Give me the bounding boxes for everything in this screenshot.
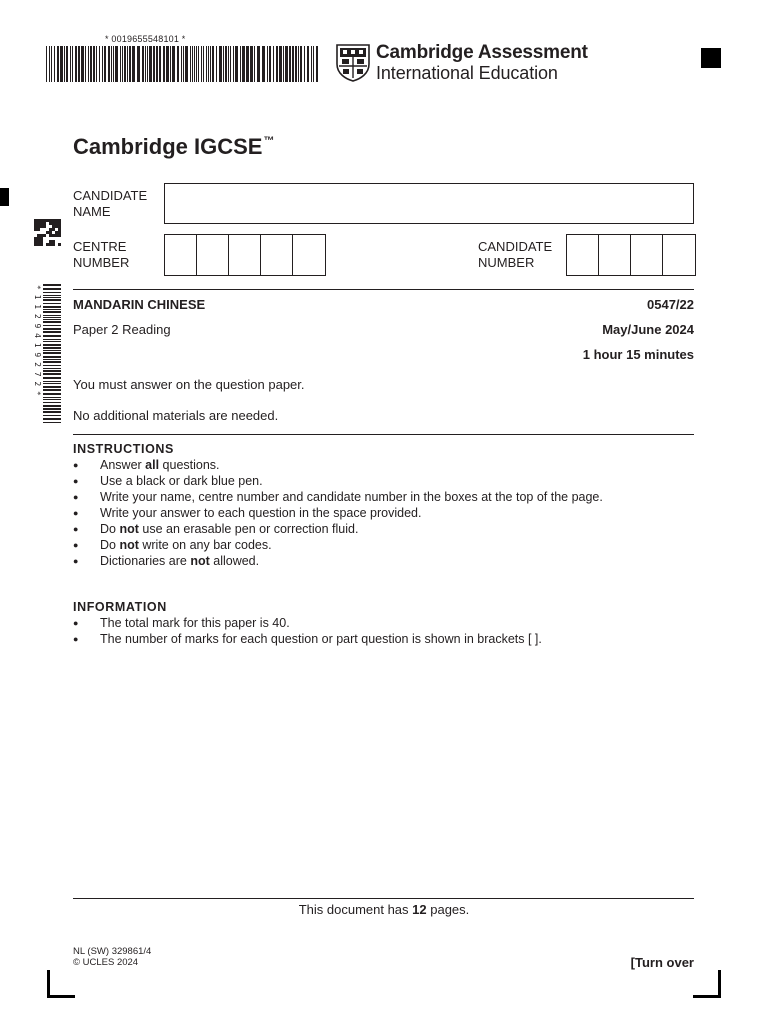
exam-session: May/June 2024 [602, 322, 694, 337]
barcode-bar [307, 46, 309, 82]
barcode-bar [43, 422, 61, 423]
barcode-bar [43, 309, 61, 310]
barcode-bar [43, 368, 61, 369]
page-count [0, 902, 768, 917]
barcode-bar [192, 46, 193, 82]
barcode-bar [292, 46, 294, 82]
barcode-bar [43, 321, 61, 323]
barcode-bar [242, 46, 245, 82]
list-item [73, 521, 603, 537]
list-item [73, 537, 603, 553]
barcode-bar [57, 46, 59, 82]
materials-note: No additional materials are needed. [73, 408, 279, 423]
barcode-bar [113, 46, 114, 82]
barcode-bar [43, 299, 61, 301]
barcode-bar [147, 46, 148, 82]
qr-module [37, 237, 40, 240]
centre-number-digit-box[interactable] [293, 235, 325, 275]
barcode-bar [43, 315, 61, 316]
barcode-bar [246, 46, 249, 82]
barcode-bar [163, 46, 165, 82]
page-title [73, 134, 274, 160]
barcode-bar [129, 46, 131, 82]
barcode-bar [43, 399, 61, 400]
centre-number-digit-box[interactable] [197, 235, 229, 275]
label-line: NUMBER [73, 255, 130, 270]
barcode-bar [46, 46, 47, 82]
barcode-bar [183, 46, 184, 82]
barcode-bar [43, 377, 61, 379]
barcode-bar [304, 46, 305, 82]
barcode-bar [145, 46, 146, 82]
qr-module [52, 240, 55, 243]
shield-icon [336, 44, 370, 82]
barcode-bar [43, 339, 61, 340]
qr-module [52, 219, 55, 222]
barcode-bar [43, 389, 61, 391]
qr-module [43, 225, 46, 228]
list-item-text: Dictionaries are [100, 554, 191, 568]
crop-mark-bottom-right [718, 970, 721, 998]
barcode-bar [43, 288, 61, 290]
qr-module [40, 243, 43, 246]
list-item-text: Write your answer to each question in the space provided. [100, 506, 422, 520]
instructions-heading: INSTRUCTIONS [73, 442, 174, 456]
barcode-bar [316, 46, 318, 82]
barcode-bar [43, 370, 61, 372]
qr-module [40, 222, 43, 225]
candidate-name-field[interactable] [164, 183, 694, 224]
list-item-text: questions. [159, 458, 220, 472]
subject-title: MANDARIN CHINESE [73, 297, 206, 312]
label-line: CANDIDATE [478, 239, 553, 254]
barcode-bar [43, 303, 61, 304]
barcode-bar [43, 397, 61, 398]
barcode-bar [88, 46, 89, 82]
barcode-bar [43, 344, 61, 346]
barcode-bar [115, 46, 118, 82]
qr-module [58, 234, 61, 237]
list-item-text: write on any bar codes. [138, 538, 272, 552]
barcode-bar [43, 292, 61, 293]
barcode-bar [43, 341, 61, 342]
barcode-bar [223, 46, 224, 82]
barcode-bar [124, 46, 126, 82]
barcode-bar [96, 46, 97, 82]
barcode-bar [81, 46, 84, 82]
exam-duration: 1 hour 15 minutes [582, 347, 694, 362]
list-item [73, 553, 603, 569]
qr-module [34, 219, 37, 222]
barcode-bar [122, 46, 123, 82]
trademark-symbol: ™ [263, 134, 275, 147]
barcode-bar [43, 361, 61, 363]
barcode-bar [43, 405, 61, 407]
barcode-bar [295, 46, 297, 82]
barcode-bar [285, 46, 288, 82]
list-item [73, 489, 603, 505]
qr-module [55, 225, 58, 228]
logo-line-2: International Education [376, 63, 558, 83]
list-item-text: Write your name, centre number and candidate number in the boxes at the top of the page. [100, 490, 603, 504]
barcode-bar [250, 46, 253, 82]
qr-module [58, 243, 61, 246]
qr-module [37, 219, 40, 222]
barcode-bar [269, 46, 271, 82]
centre-number-digit-box[interactable] [261, 235, 293, 275]
qr-module [34, 240, 37, 243]
barcode-bar [43, 335, 61, 337]
barcode-bar [166, 46, 169, 82]
barcode-bar [198, 46, 199, 82]
qr-module [55, 231, 58, 234]
candidate-number-field [566, 234, 696, 276]
list-item-text: The total mark for this paper is 40. [100, 616, 290, 630]
barcode-bar [43, 411, 61, 413]
barcode-bar [240, 46, 241, 82]
list-item-text: use an erasable pen or correction fluid. [138, 522, 359, 536]
barcode-bar [177, 46, 179, 82]
qr-module [40, 234, 43, 237]
logo-line-1: Cambridge Assessment [376, 42, 588, 63]
qr-code [34, 219, 61, 246]
divider [73, 289, 694, 290]
barcode-bar [212, 46, 214, 82]
barcode-bar [311, 46, 312, 82]
qr-module [52, 228, 55, 231]
qr-module [46, 243, 49, 246]
barcode-bar [43, 297, 61, 298]
barcode-bar [203, 46, 204, 82]
qr-module [52, 222, 55, 225]
barcode [46, 46, 318, 82]
barcode-bar [51, 46, 52, 82]
qr-module [58, 225, 61, 228]
list-item-text: Answer [100, 458, 146, 472]
divider [73, 434, 694, 435]
candidate-name-label [73, 188, 147, 220]
candidate-number-digit-box[interactable] [663, 235, 695, 275]
barcode-number: * 0019655548101 * [105, 34, 186, 44]
qr-module [49, 222, 52, 225]
barcode-bar [208, 46, 209, 82]
list-item-text: Do [100, 522, 120, 536]
barcode-bar [210, 46, 211, 82]
barcode-bar [43, 317, 61, 318]
information-heading: INFORMATION [73, 600, 167, 614]
barcode-bar [216, 46, 217, 82]
barcode-bar [43, 381, 61, 382]
barcode-bar [78, 46, 80, 82]
qr-module [43, 219, 46, 222]
barcode-bar [49, 46, 50, 82]
list-item-text: The number of marks for each question or part question is shown in brackets [ ]. [100, 632, 542, 646]
barcode-bar [196, 46, 197, 82]
qr-module [43, 234, 46, 237]
barcode-bar [142, 46, 144, 82]
qr-module [37, 240, 40, 243]
barcode-bar [206, 46, 207, 82]
barcode-bar [54, 46, 55, 82]
divider [73, 898, 694, 899]
barcode-bar [235, 46, 238, 82]
barcode-bar [60, 46, 63, 82]
barcode-bar [170, 46, 171, 82]
barcode-bar [153, 46, 155, 82]
qr-module [43, 222, 46, 225]
qr-module [37, 222, 40, 225]
barcode-bar [111, 46, 112, 82]
side-barcode [31, 284, 61, 424]
barcode-bar [43, 365, 61, 366]
qr-module [58, 222, 61, 225]
turn-over-label: [Turn over [630, 955, 694, 970]
barcode-bar [283, 46, 284, 82]
qr-module [49, 240, 52, 243]
candidate-number-label [478, 239, 552, 271]
barcode-bar [228, 46, 229, 82]
centre-number-digit-box[interactable] [229, 235, 261, 275]
barcode-bar [43, 331, 61, 333]
label-line: CANDIDATE [73, 188, 148, 203]
barcode-bar [90, 46, 92, 82]
barcode-bar [43, 306, 61, 308]
qr-module [40, 237, 43, 240]
centre-number-digit-box[interactable] [165, 235, 197, 275]
barcode-bar [257, 46, 260, 82]
qr-module [40, 219, 43, 222]
answer-note: You must answer on the question paper. [73, 377, 305, 392]
list-item-emphasis: not [119, 538, 139, 552]
qr-module [37, 243, 40, 246]
list-item [73, 505, 603, 521]
qr-module [34, 237, 37, 240]
list-item-emphasis: not [119, 522, 139, 536]
list-item-text: allowed. [209, 554, 260, 568]
qr-module [52, 225, 55, 228]
barcode-bar [132, 46, 135, 82]
qr-module [55, 219, 58, 222]
side-barcode-number: * 1 1 2 9 4 1 9 2 7 2 * [33, 285, 42, 396]
barcode-bar [108, 46, 110, 82]
barcode-bar [190, 46, 191, 82]
barcode-bar [181, 46, 182, 82]
barcode-bar [230, 46, 231, 82]
candidate-number-digit-box[interactable] [599, 235, 631, 275]
paper-name: Paper 2 Reading [73, 322, 171, 337]
barcode-bar [43, 311, 61, 313]
barcode-bar [43, 408, 61, 410]
label-line: CENTRE [73, 239, 127, 254]
barcode-bar [72, 46, 73, 82]
qr-module [49, 234, 52, 237]
registration-mark-left [0, 188, 9, 206]
barcode-bar [262, 46, 265, 82]
list-item-emphasis: all [145, 458, 160, 472]
ref-line: NL (SW) 329861/4 [73, 946, 152, 957]
barcode-bar [43, 350, 61, 351]
barcode-bar [64, 46, 65, 82]
barcode-bar [159, 46, 161, 82]
barcode-bar [43, 284, 61, 286]
list-item-emphasis: not [190, 554, 210, 568]
barcode-bar [289, 46, 291, 82]
list-item [73, 631, 542, 647]
barcode-bar [137, 46, 140, 82]
barcode-bar [276, 46, 278, 82]
barcode-bar [313, 46, 314, 82]
centre-number-label [73, 239, 129, 271]
barcode-bar [201, 46, 202, 82]
qr-module [58, 228, 61, 231]
list-item [73, 615, 542, 631]
qr-module [37, 225, 40, 228]
list-item [73, 457, 603, 473]
barcode-bar [70, 46, 71, 82]
reference-code [73, 946, 151, 968]
barcode-bar [43, 402, 61, 403]
qr-module [34, 243, 37, 246]
qr-module [37, 228, 40, 231]
barcode-bar [219, 46, 222, 82]
qr-module [55, 234, 58, 237]
qr-module [40, 240, 43, 243]
qr-module [58, 219, 61, 222]
qr-module [46, 231, 49, 234]
barcode-bar [102, 46, 103, 82]
barcode-bar [172, 46, 175, 82]
barcode-bar [43, 319, 61, 320]
label-line: NUMBER [478, 255, 535, 270]
barcode-bar [43, 418, 61, 420]
page-count-text: This document has [298, 902, 413, 917]
barcode-bar [156, 46, 158, 82]
qr-module [34, 222, 37, 225]
qr-module [34, 225, 37, 228]
list-item-text: Use a black or dark blue pen. [100, 474, 263, 488]
barcode-bar [43, 359, 61, 360]
barcode-bar [66, 46, 68, 82]
barcode-bar [43, 415, 61, 416]
barcode-bar [127, 46, 128, 82]
page-count-number: 12 [412, 902, 427, 917]
label-line: NAME [73, 204, 111, 219]
crop-mark-bottom-left [47, 995, 75, 998]
list-item [73, 473, 603, 489]
crop-mark-bottom-right [693, 995, 721, 998]
barcode-bar [43, 386, 61, 388]
barcode-bar [43, 328, 61, 330]
registration-mark [701, 48, 721, 68]
qr-module [37, 234, 40, 237]
barcode-bar [43, 325, 61, 326]
centre-number-field [164, 234, 326, 276]
barcode-bar [43, 383, 61, 384]
barcode-bar [43, 347, 61, 349]
barcode-bar [99, 46, 100, 82]
barcode-bar [75, 46, 77, 82]
qr-module [58, 231, 61, 234]
barcode-bar [185, 46, 188, 82]
qr-module [49, 219, 52, 222]
qr-module [49, 228, 52, 231]
barcode-bar [254, 46, 255, 82]
barcode-bar [267, 46, 268, 82]
barcode-bar [225, 46, 227, 82]
paper-code: 0547/22 [647, 297, 694, 312]
instructions-list [73, 457, 603, 569]
barcode-bar [233, 46, 234, 82]
candidate-number-digit-box[interactable] [567, 235, 599, 275]
barcode-bar [194, 46, 195, 82]
barcode-bar [298, 46, 299, 82]
barcode-bar [43, 393, 61, 395]
information-list [73, 615, 542, 647]
barcode-bar [104, 46, 106, 82]
barcode-bar [43, 295, 61, 296]
qr-module [40, 225, 43, 228]
barcode-bar [300, 46, 302, 82]
barcode-bar [149, 46, 152, 82]
barcode-bar [43, 352, 61, 354]
barcode-bar [120, 46, 121, 82]
copyright-line: © UCLES 2024 [73, 957, 139, 968]
candidate-number-digit-box[interactable] [631, 235, 663, 275]
crop-mark-bottom-left [47, 970, 50, 998]
qr-module [34, 228, 37, 231]
barcode-bar [93, 46, 95, 82]
barcode-bar [279, 46, 282, 82]
barcode-bar [43, 356, 61, 358]
title-text: Cambridge IGCSE [73, 134, 263, 159]
qr-module [46, 219, 49, 222]
qr-module [49, 231, 52, 234]
page-count-text: pages. [426, 902, 470, 917]
list-item-text: Do [100, 538, 120, 552]
barcode-bar [273, 46, 274, 82]
qr-module [52, 243, 55, 246]
barcode-bar [85, 46, 86, 82]
barcode-bar [43, 373, 61, 375]
qr-module [55, 222, 58, 225]
qr-module [52, 234, 55, 237]
qr-module [49, 243, 52, 246]
